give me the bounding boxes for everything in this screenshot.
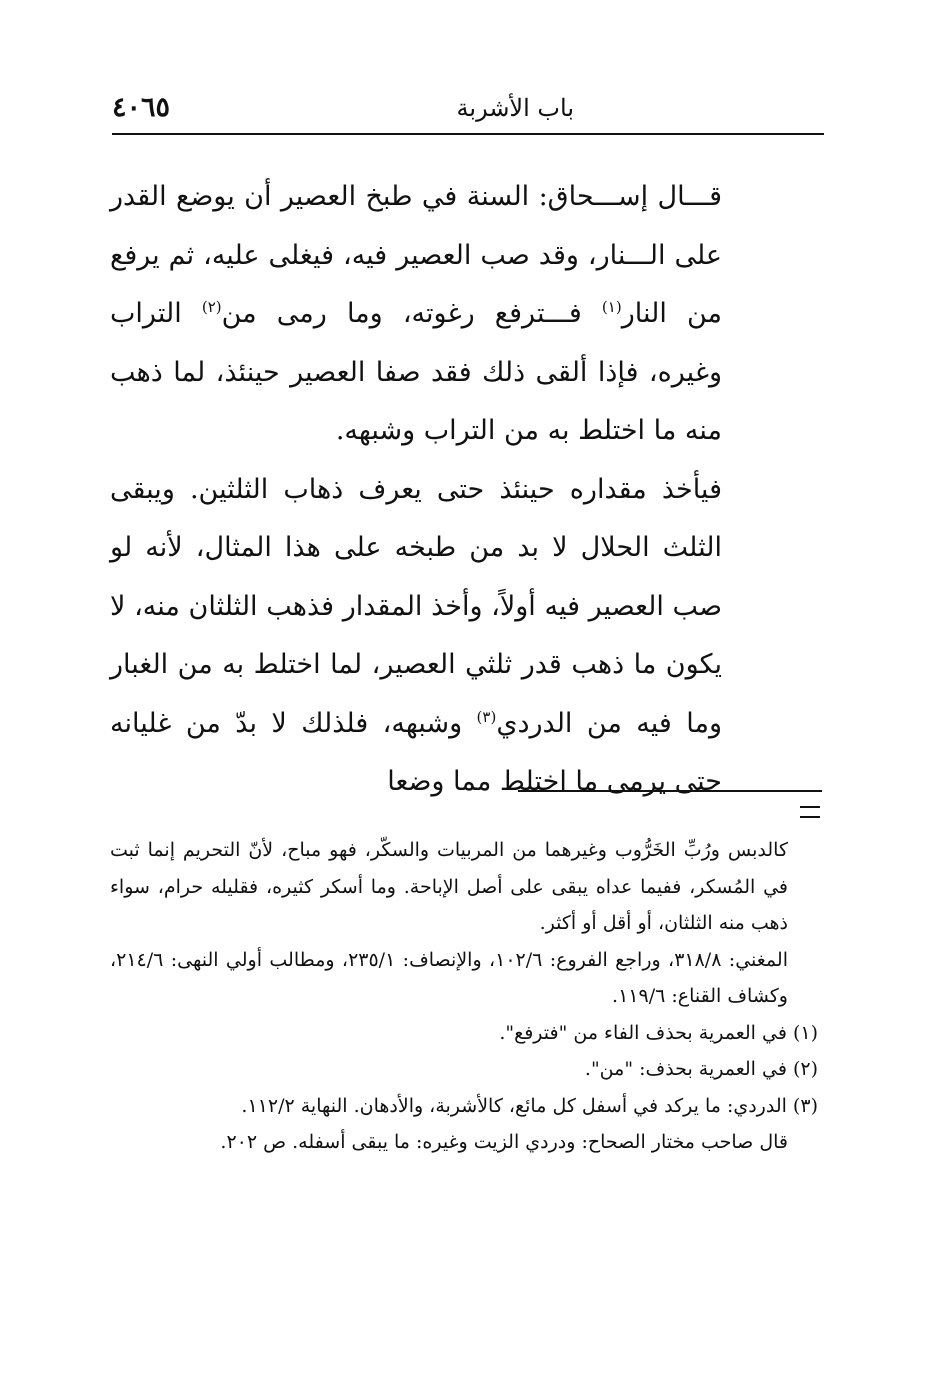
footnote-3: (٣) الدردي: ما يركد في أسفل كل مائع، كالأشربة، والأدهان. النهاية ١١٢/٢. (241, 1094, 818, 1117)
page-number: ٤٠٦٥ (112, 92, 171, 123)
chapter-title: باب الأشربة (456, 94, 574, 122)
paragraph-text: فـــترفع رغوته، وما رمى من (221, 298, 602, 329)
footnote-continued: كالدبس ورُبِّ الخَرُّوب وغيرهما من المربيات والسكّر، فهو مباح، لأنّ التحريم إنما ثبت في المُسكر، ففيما عداه يبقى على أصل الإباحة. وما أسكر كثيره، فقليله حرام، سواء ذهب منه الثلثان، أو أقل أو أكثر. (110, 839, 788, 934)
continuation-mark (800, 806, 820, 818)
body-paragraph (110, 461, 722, 812)
footnote-3-continued: قال صاحب مختار الصحاح: ودردي الزيت وغيره: ما يبقى أسفله. ص ٢٠٢. (220, 1131, 788, 1153)
page-header (112, 92, 824, 132)
body-paragraph (110, 168, 722, 461)
footnote-1: (١) في العمرية بحذف الفاء من "فترفع". (499, 1021, 818, 1044)
paragraph-text: التراب وغيره، فإذا ألقى ذلك فقد صفا العصير حينئذ، لما ذهب منه ما اختلط به من التراب وشبهه. (110, 298, 722, 446)
footnote-marker-3: (٣) (476, 707, 497, 726)
paragraph-text: قـــال إســـحاق: السنة في طبخ العصير أن يوضع القدر على الـــنار، وقد صب العصير فيه، فيغلى عليه، ثم يرفع من النار (110, 181, 722, 329)
main-body (110, 168, 722, 812)
footnote-divider (518, 790, 822, 792)
paragraph-text: فيأخذ مقداره حينئذ حتى يعرف ذهاب الثلثين. ويبقى الثلث الحلال لا بد من طبخه على هذا المثال، لأنه لو صب العصير فيه أولاً، وأخذ المقدار فذهب الثلثان منه، لا يكون ما ذهب قدر ثلثي العصير، لما اختلط به من الغبار وما فيه من الدردي (110, 473, 722, 739)
header-divider (112, 133, 824, 135)
footnotes-section (110, 832, 818, 1161)
footnote-marker-2: (٢) (201, 298, 222, 316)
footnote-source: المغني: ٣١٨/٨، وراجع الفروع: ١٠٢/٦، والإنصاف: ٢٣٥/١، ومطالب أولي النهى: ٢١٤/٦، وكشاف القناع: ١١٩/٦. (110, 948, 788, 1007)
footnote-marker-1: (١) (601, 298, 622, 316)
paragraph-text: وشبهه، فلذلك لا بدّ من غليانه حتى يرمى ما اختلط مما وضعا (110, 707, 722, 797)
footnote-2: (٢) في العمرية بحذف: "من". (584, 1058, 818, 1080)
